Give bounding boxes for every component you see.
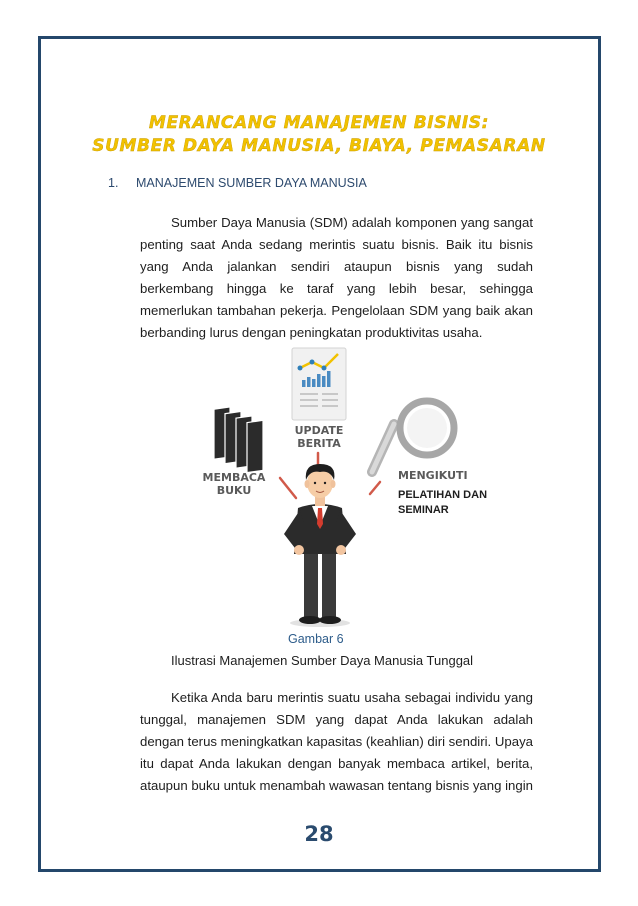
page-title-line-2: SUMBER DAYA MANUSIA, BIAYA, PEMASARAN [92, 136, 546, 156]
paragraph-1-text: Sumber Daya Manusia (SDM) adalah komponen yang sangat penting saat Anda sedang merintis suatu bisnis. Baik itu bisnis yang Anda jalankan sendiri ataupun bisnis yang sudah berkembang hingga ke taraf yang lebih besar, sehingga memerlukan tambahan pekerja. Pengelolaan SDM yang baik akan berbanding lurus dengan peningkatan produktivitas usaha. [140, 215, 533, 340]
books-icon [214, 407, 263, 473]
page-title-line-1: MERANCANG MANAJEMEN BISNIS: [148, 113, 490, 133]
label-seminar: SEMINAR [398, 504, 449, 516]
label-update: UPDATE [294, 424, 344, 437]
report-document-icon [292, 348, 346, 420]
illustration-hr-management [180, 340, 520, 630]
section-number: 1. [108, 176, 119, 190]
paragraph-2-text: Ketika Anda baru merintis suatu usaha sebagai individu yang tunggal, manajemen SDM yang dapat Anda lakukan adalah dengan terus meningkatkan kapasitas (keahlian) diri sendiri. Upaya itu dapat Anda lakukan dengan banyak membaca artikel, berita, ataupun buku untuk menambah wawasan tentang bisnis yang ingin [140, 690, 533, 793]
section-title: MANAJEMEN SUMBER DAYA MANUSIA [136, 176, 367, 190]
label-berita: BERITA [297, 437, 341, 450]
section-heading [108, 176, 367, 190]
figure-caption-text: Ilustrasi Manajemen Sumber Daya Manusia Tunggal [171, 653, 474, 668]
label-mengikuti: MENGIKUTI [398, 469, 468, 482]
businessman-figure [284, 464, 356, 627]
page-number: 28 [304, 822, 334, 846]
label-buku: BUKU [216, 484, 252, 497]
figure-caption-label: Gambar 6 [288, 632, 344, 646]
magnifying-glass-icon [372, 401, 454, 472]
label-membaca: MEMBACA [202, 471, 266, 484]
label-pelatihan-dan: PELATIHAN DAN [398, 489, 488, 501]
paragraph-sdm-intro [140, 212, 533, 344]
paragraph-single-entrepreneur [140, 687, 533, 797]
